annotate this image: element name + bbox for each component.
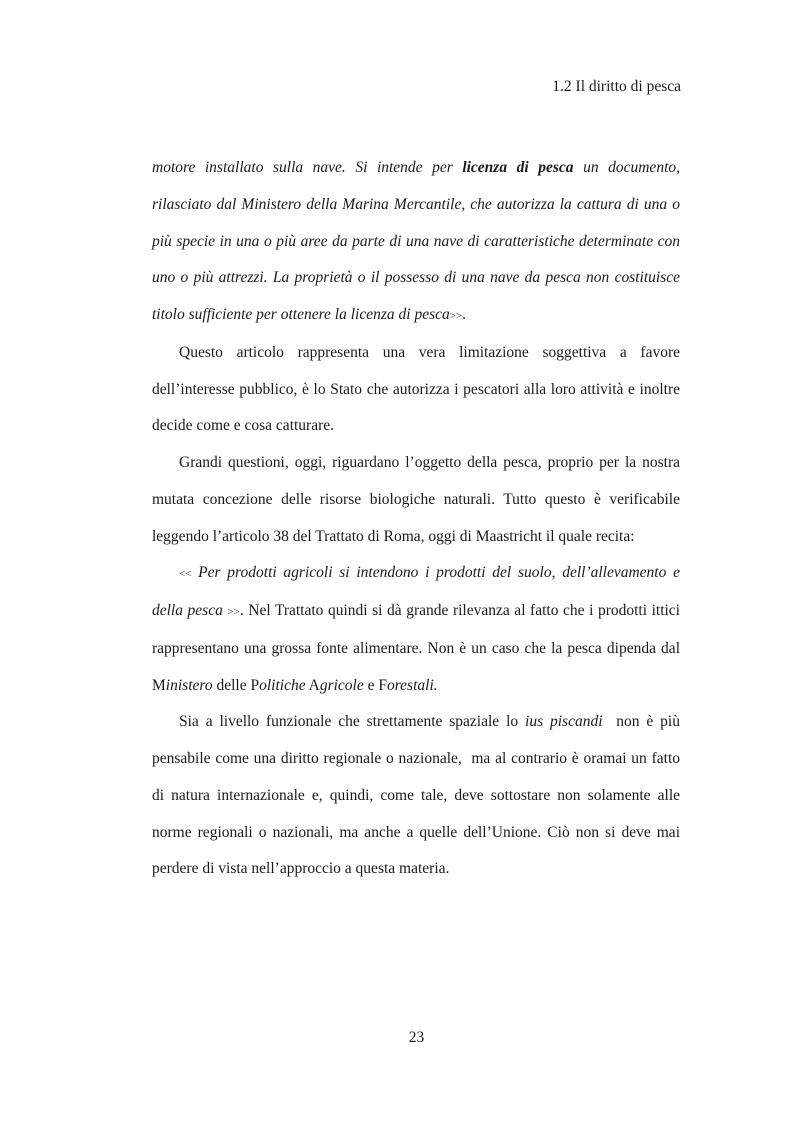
- paragraph-4: [152, 555, 680, 704]
- paragraph-4-close-quote: >>: [227, 606, 240, 618]
- paragraph-3: Grandi questioni, oggi, riguardano l’oggetto della pesca, proprio per la nostra mutata concezione delle risorse biologiche naturali. Tutto questo è verificabile leggendo l’articolo 38 del Trattato di Roma, oggi di Maastricht il quale recita:: [152, 454, 680, 545]
- paragraph-4-ministero: inistero: [165, 676, 213, 694]
- paragraph-4-politiche: olitiche: [259, 676, 306, 694]
- paragraph-4-e: e F: [363, 676, 387, 694]
- body-text: [152, 150, 684, 888]
- paragraph-4-text-a: . Nel Trattato quindi si dà grande rilevanza al fatto che i prodotti ittici rappresentano una grossa fonte alimentare. Non è un caso che la pesca dipenda dal M: [152, 602, 680, 694]
- paragraph-4-open-quote: <<: [179, 568, 192, 581]
- paragraph-5-ius-piscandi: ius piscandi: [525, 713, 603, 731]
- paragraph-4-agricole: gricole: [319, 676, 364, 694]
- paragraph-4-a: A: [305, 676, 320, 694]
- paragraph-1-close-quote: >>: [449, 310, 463, 322]
- paragraph-4-quotation: Per prodotti agricoli si intendono i prodotti del suolo, dell’allevamento e della pesca: [152, 564, 680, 619]
- paragraph-5-text-a: Sia a livello funzionale che strettamente spaziale lo: [179, 713, 526, 731]
- paragraph-4-delle: delle P: [212, 676, 260, 694]
- paragraph-1-text-b: un documento, rilasciato dal Ministero della Marina Mercantile, che autorizza la cattura di una o più specie in una o più aree da parte di una nave di caratteristiche determinate con uno o più attrezzi. La proprietà o il possesso di una nave da pesca non costituisce titolo sufficiente per ottenere la licenza di pesca: [152, 159, 680, 323]
- paragraph-5-text-b: non è più pensabile come una diritto regionale o nazionale, ma al contrario è oramai un fatto di natura internazionale e, quindi, come tale, deve sottostare non solamente alle norme regionali o nazionali, ma anche a quelle dell’Unione. Ciò non si deve mai perdere di vista nell’approccio a questa materia.: [152, 713, 684, 878]
- running-header: 1.2 Il diritto di pesca: [552, 78, 681, 95]
- paragraph-1: [152, 150, 680, 335]
- paragraph-5: [152, 704, 684, 888]
- paragraph-4-forestali: orestali.: [386, 676, 438, 694]
- paragraph-1-bold-term: licenza di pesca: [462, 159, 574, 176]
- paragraph-2: Questo articolo rappresenta una vera limitazione soggettiva a favore dell’interesse pubblico, è lo Stato che autorizza i pescatori alla loro attività e inoltre decide come e cosa catturare.: [152, 343, 680, 435]
- paragraph-1-end: .: [462, 306, 467, 323]
- page-number: 23: [408, 1029, 425, 1046]
- paragraph-1-text-a: motore installato sulla nave. Si intende per: [152, 159, 463, 176]
